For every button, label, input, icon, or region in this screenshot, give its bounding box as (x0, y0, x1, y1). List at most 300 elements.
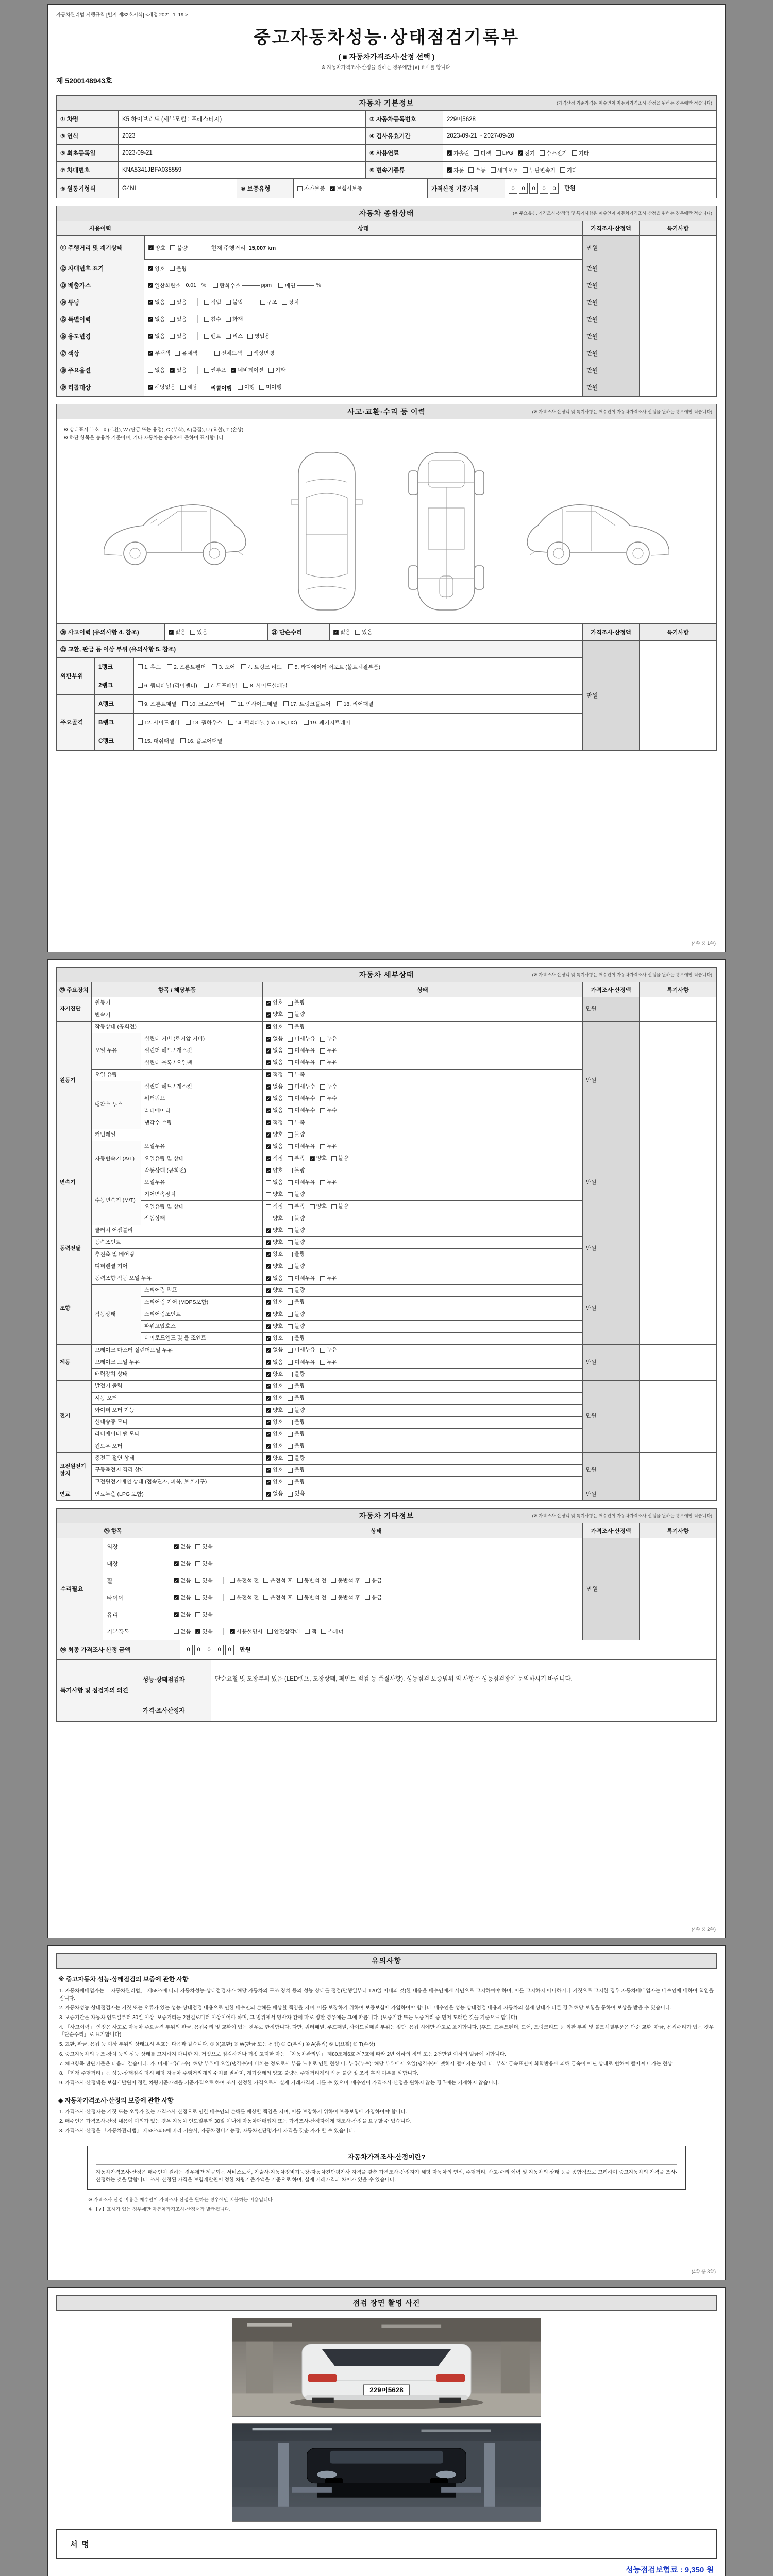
checkbox-option[interactable] (266, 1490, 283, 1498)
checkbox-checked-icon[interactable] (148, 245, 154, 250)
checkbox-option[interactable] (288, 1047, 315, 1055)
checkbox-checked-icon[interactable] (195, 1629, 200, 1634)
checkbox-checked-icon[interactable] (266, 1492, 271, 1497)
checkbox-empty-icon[interactable] (288, 1324, 293, 1329)
checkbox-empty-icon[interactable] (266, 1204, 271, 1209)
checkbox-option[interactable] (288, 1107, 315, 1114)
checkbox-option[interactable] (195, 1560, 212, 1567)
checkbox-checked-icon[interactable] (266, 1048, 271, 1054)
checkbox-option[interactable] (288, 1167, 305, 1175)
checkbox-checked-icon[interactable] (330, 186, 335, 191)
checkbox-empty-icon[interactable] (226, 300, 231, 305)
checkbox-empty-icon[interactable] (195, 1595, 200, 1600)
checkbox-empty-icon[interactable] (288, 1072, 293, 1077)
checkbox-option[interactable] (288, 1024, 305, 1031)
checkbox-option[interactable] (355, 628, 372, 636)
checkbox-checked-icon[interactable] (447, 150, 452, 156)
checkbox-option[interactable] (320, 1095, 337, 1103)
checkbox-option[interactable] (337, 700, 374, 708)
checkbox-option[interactable] (288, 1036, 315, 1043)
checkbox-empty-icon[interactable] (259, 385, 264, 390)
checkbox-empty-icon[interactable] (170, 266, 175, 271)
checkbox-empty-icon[interactable] (288, 1432, 293, 1437)
checkbox-checked-icon[interactable] (266, 1455, 271, 1461)
checkbox-empty-icon[interactable] (288, 664, 293, 669)
checkbox-empty-icon[interactable] (138, 738, 143, 743)
checkbox-empty-icon[interactable] (355, 630, 360, 635)
checkbox-option[interactable] (138, 737, 174, 745)
checkbox-empty-icon[interactable] (331, 1578, 336, 1583)
checkbox-empty-icon[interactable] (288, 1001, 293, 1006)
checkbox-empty-icon[interactable] (263, 1578, 268, 1583)
checkbox-empty-icon[interactable] (491, 167, 496, 173)
checkbox-empty-icon[interactable] (266, 1216, 271, 1221)
checkbox-option[interactable] (230, 1628, 263, 1635)
checkbox-option[interactable] (331, 1577, 360, 1584)
checkbox-empty-icon[interactable] (288, 1156, 293, 1161)
checkbox-option[interactable] (288, 1407, 305, 1414)
checkbox-empty-icon[interactable] (226, 317, 231, 322)
checkbox-option[interactable] (474, 149, 491, 157)
checkbox-empty-icon[interactable] (170, 334, 175, 339)
checkbox-option[interactable] (195, 1577, 212, 1584)
checkbox-option[interactable] (195, 1611, 212, 1618)
checkbox-checked-icon[interactable] (170, 368, 175, 373)
checkbox-option[interactable] (148, 282, 208, 290)
checkbox-empty-icon[interactable] (204, 300, 209, 305)
checkbox-empty-icon[interactable] (304, 720, 309, 725)
checkbox-option[interactable] (540, 149, 567, 157)
checkbox-empty-icon[interactable] (288, 1037, 293, 1042)
checkbox-option[interactable] (282, 298, 299, 306)
checkbox-empty-icon[interactable] (365, 1578, 370, 1583)
checkbox-option[interactable] (320, 1179, 337, 1187)
checkbox-empty-icon[interactable] (320, 1348, 325, 1353)
checkbox-empty-icon[interactable] (288, 1480, 293, 1485)
checkbox-option[interactable] (288, 1095, 315, 1103)
checkbox-option[interactable] (266, 1239, 283, 1246)
checkbox-option[interactable] (288, 1072, 305, 1079)
checkbox-empty-icon[interactable] (170, 245, 175, 250)
checkbox-option[interactable] (266, 1120, 283, 1127)
checkbox-option[interactable] (266, 1347, 283, 1354)
checkbox-option[interactable] (266, 1311, 283, 1318)
checkbox-option[interactable] (288, 1251, 305, 1258)
checkbox-empty-icon[interactable] (267, 1629, 273, 1634)
checkbox-option[interactable] (266, 1167, 283, 1175)
checkbox-option[interactable] (288, 1419, 305, 1426)
checkbox-option[interactable] (320, 1083, 337, 1091)
checkbox-option[interactable] (266, 1407, 283, 1414)
checkbox-option[interactable] (148, 383, 176, 391)
checkbox-option[interactable] (268, 366, 285, 374)
checkbox-option[interactable] (238, 383, 255, 391)
checkbox-checked-icon[interactable] (266, 1420, 271, 1425)
checkbox-checked-icon[interactable] (266, 1144, 271, 1149)
checkbox-option[interactable] (195, 1594, 212, 1601)
checkbox-option[interactable] (288, 1479, 305, 1486)
checkbox-empty-icon[interactable] (283, 701, 289, 706)
checkbox-option[interactable] (331, 1594, 360, 1601)
checkbox-option[interactable] (288, 1323, 305, 1330)
checkbox-option[interactable] (148, 315, 165, 323)
checkbox-option[interactable] (170, 366, 187, 374)
checkbox-empty-icon[interactable] (288, 1336, 293, 1341)
checkbox-empty-icon[interactable] (288, 1216, 293, 1221)
checkbox-option[interactable] (266, 1299, 283, 1306)
checkbox-option[interactable] (283, 700, 330, 708)
checkbox-empty-icon[interactable] (288, 1396, 293, 1401)
checkbox-empty-icon[interactable] (212, 664, 217, 669)
checkbox-empty-icon[interactable] (310, 1204, 315, 1209)
checkbox-empty-icon[interactable] (288, 1048, 293, 1054)
checkbox-checked-icon[interactable] (148, 334, 153, 339)
checkbox-empty-icon[interactable] (195, 1561, 200, 1566)
checkbox-checked-icon[interactable] (266, 1348, 271, 1353)
checkbox-option[interactable] (263, 1577, 293, 1584)
checkbox-empty-icon[interactable] (560, 167, 565, 173)
checkbox-empty-icon[interactable] (231, 701, 236, 706)
checkbox-empty-icon[interactable] (288, 1120, 293, 1125)
checkbox-option[interactable] (170, 265, 187, 273)
checkbox-option[interactable] (243, 682, 288, 689)
checkbox-checked-icon[interactable] (266, 1060, 271, 1065)
checkbox-option[interactable] (231, 700, 278, 708)
checkbox-option[interactable] (167, 663, 206, 671)
checkbox-checked-icon[interactable] (230, 1629, 235, 1634)
checkbox-checked-icon[interactable] (266, 1396, 271, 1401)
checkbox-empty-icon[interactable] (288, 1264, 293, 1269)
checkbox-option[interactable] (288, 1299, 305, 1306)
checkbox-empty-icon[interactable] (496, 150, 501, 156)
checkbox-option[interactable] (266, 1179, 283, 1187)
checkbox-checked-icon[interactable] (266, 1480, 271, 1485)
checkbox-empty-icon[interactable] (170, 317, 175, 322)
checkbox-checked-icon[interactable] (447, 167, 452, 173)
checkbox-empty-icon[interactable] (230, 1578, 235, 1583)
checkbox-option[interactable] (288, 1287, 305, 1294)
checkbox-checked-icon[interactable] (266, 1384, 271, 1389)
checkbox-option[interactable] (320, 1143, 337, 1150)
checkbox-option[interactable] (266, 1072, 283, 1079)
checkbox-option[interactable] (138, 700, 176, 708)
checkbox-empty-icon[interactable] (195, 1578, 200, 1583)
checkbox-checked-icon[interactable] (148, 317, 153, 322)
checkbox-empty-icon[interactable] (288, 1455, 293, 1461)
checkbox-empty-icon[interactable] (320, 1096, 325, 1101)
checkbox-checked-icon[interactable] (266, 1120, 271, 1125)
checkbox-option[interactable] (288, 1347, 315, 1354)
checkbox-empty-icon[interactable] (195, 1612, 200, 1617)
checkbox-option[interactable] (266, 1036, 283, 1043)
checkbox-option[interactable] (288, 1083, 315, 1091)
checkbox-empty-icon[interactable] (288, 1348, 293, 1353)
checkbox-option[interactable] (247, 349, 275, 357)
checkbox-empty-icon[interactable] (138, 701, 143, 706)
checkbox-option[interactable] (278, 282, 323, 290)
checkbox-checked-icon[interactable] (266, 1312, 271, 1317)
checkbox-empty-icon[interactable] (288, 1060, 293, 1065)
checkbox-empty-icon[interactable] (288, 1276, 293, 1281)
checkbox-empty-icon[interactable] (288, 1312, 293, 1317)
checkbox-option[interactable] (320, 1036, 337, 1043)
checkbox-checked-icon[interactable] (266, 1037, 271, 1042)
checkbox-option[interactable] (331, 1203, 348, 1210)
checkbox-checked-icon[interactable] (266, 1432, 271, 1437)
checkbox-option[interactable] (174, 1543, 191, 1550)
checkbox-option[interactable] (169, 628, 186, 636)
checkbox-empty-icon[interactable] (268, 368, 274, 373)
checkbox-option[interactable] (331, 1155, 348, 1162)
checkbox-option[interactable] (148, 332, 165, 340)
checkbox-empty-icon[interactable] (320, 1276, 325, 1281)
checkbox-option[interactable] (320, 1347, 337, 1354)
checkbox-checked-icon[interactable] (333, 630, 339, 635)
checkbox-empty-icon[interactable] (474, 150, 479, 156)
checkbox-option[interactable] (288, 1120, 305, 1127)
checkbox-option[interactable] (148, 349, 170, 357)
checkbox-option[interactable] (148, 366, 165, 374)
checkbox-checked-icon[interactable] (174, 1544, 179, 1549)
checkbox-option[interactable] (365, 1594, 382, 1601)
checkbox-empty-icon[interactable] (320, 1108, 325, 1113)
checkbox-empty-icon[interactable] (186, 720, 191, 725)
checkbox-option[interactable] (310, 1203, 327, 1210)
checkbox-empty-icon[interactable] (288, 1492, 293, 1497)
checkbox-empty-icon[interactable] (540, 150, 545, 156)
checkbox-checked-icon[interactable] (266, 1276, 271, 1281)
checkbox-checked-icon[interactable] (518, 150, 523, 156)
checkbox-option[interactable] (174, 1560, 191, 1567)
checkbox-option[interactable] (523, 166, 556, 174)
checkbox-option[interactable] (288, 999, 305, 1007)
checkbox-option[interactable] (180, 383, 197, 391)
checkbox-checked-icon[interactable] (266, 1096, 271, 1101)
checkbox-empty-icon[interactable] (288, 1108, 293, 1113)
checkbox-empty-icon[interactable] (180, 738, 186, 743)
checkbox-empty-icon[interactable] (226, 334, 231, 339)
checkbox-option[interactable] (186, 719, 222, 726)
checkbox-option[interactable] (320, 1275, 337, 1282)
checkbox-option[interactable] (266, 1467, 283, 1474)
checkbox-option[interactable] (288, 1203, 305, 1210)
checkbox-option[interactable] (447, 166, 464, 174)
checkbox-checked-icon[interactable] (266, 1072, 271, 1077)
checkbox-option[interactable] (266, 1371, 283, 1378)
checkbox-option[interactable] (288, 1359, 315, 1366)
checkbox-option[interactable] (496, 150, 513, 156)
checkbox-empty-icon[interactable] (182, 701, 188, 706)
checkbox-option[interactable] (148, 244, 165, 252)
checkbox-empty-icon[interactable] (195, 1544, 200, 1549)
checkbox-empty-icon[interactable] (320, 1037, 325, 1042)
checkbox-checked-icon[interactable] (148, 385, 153, 390)
checkbox-option[interactable] (288, 1490, 305, 1498)
checkbox-empty-icon[interactable] (190, 630, 195, 635)
checkbox-option[interactable] (468, 166, 485, 174)
checkbox-checked-icon[interactable] (266, 1408, 271, 1413)
checkbox-empty-icon[interactable] (331, 1595, 336, 1600)
checkbox-option[interactable] (204, 332, 221, 340)
checkbox-option[interactable] (266, 1095, 283, 1103)
checkbox-empty-icon[interactable] (204, 368, 209, 373)
checkbox-option[interactable] (288, 1395, 305, 1402)
checkbox-option[interactable] (266, 1455, 283, 1462)
checkbox-option[interactable] (226, 315, 243, 323)
checkbox-option[interactable] (266, 1155, 283, 1162)
checkbox-option[interactable] (266, 1287, 283, 1294)
checkbox-empty-icon[interactable] (320, 1060, 325, 1065)
checkbox-empty-icon[interactable] (167, 664, 172, 669)
checkbox-option[interactable] (180, 737, 222, 745)
checkbox-option[interactable] (266, 1191, 283, 1198)
checkbox-option[interactable] (266, 1383, 283, 1390)
checkbox-option[interactable] (288, 1179, 315, 1187)
checkbox-empty-icon[interactable] (321, 1629, 326, 1634)
checkbox-empty-icon[interactable] (288, 1012, 293, 1018)
checkbox-option[interactable] (247, 332, 270, 340)
checkbox-option[interactable] (266, 1011, 283, 1019)
checkbox-empty-icon[interactable] (288, 1384, 293, 1389)
checkbox-option[interactable] (288, 663, 381, 671)
checkbox-empty-icon[interactable] (174, 1629, 179, 1634)
checkbox-checked-icon[interactable] (266, 1012, 271, 1018)
checkbox-empty-icon[interactable] (297, 1578, 303, 1583)
checkbox-option[interactable] (310, 1155, 327, 1162)
checkbox-empty-icon[interactable] (282, 300, 287, 305)
checkbox-option[interactable] (288, 1227, 305, 1234)
checkbox-checked-icon[interactable] (310, 1156, 315, 1161)
checkbox-option[interactable] (266, 1359, 283, 1366)
checkbox-option[interactable] (260, 298, 277, 306)
checkbox-option[interactable] (266, 1251, 283, 1258)
checkbox-option[interactable] (175, 349, 197, 357)
checkbox-option[interactable] (288, 1431, 305, 1438)
checkbox-empty-icon[interactable] (260, 300, 265, 305)
checkbox-option[interactable] (267, 1628, 300, 1635)
checkbox-empty-icon[interactable] (288, 1468, 293, 1473)
checkbox-option[interactable] (288, 1143, 315, 1150)
checkbox-option[interactable] (182, 700, 224, 708)
checkbox-empty-icon[interactable] (288, 1408, 293, 1413)
checkbox-empty-icon[interactable] (320, 1084, 325, 1090)
checkbox-checked-icon[interactable] (148, 300, 153, 305)
checkbox-empty-icon[interactable] (305, 1629, 310, 1634)
checkbox-empty-icon[interactable] (331, 1156, 337, 1161)
checkbox-option[interactable] (266, 1131, 283, 1139)
checkbox-option[interactable] (266, 1047, 283, 1055)
checkbox-option[interactable] (320, 1359, 337, 1366)
checkbox-empty-icon[interactable] (266, 1192, 271, 1197)
checkbox-empty-icon[interactable] (175, 351, 180, 356)
checkbox-checked-icon[interactable] (174, 1578, 179, 1583)
checkbox-empty-icon[interactable] (288, 1420, 293, 1425)
checkbox-empty-icon[interactable] (337, 701, 342, 706)
checkbox-empty-icon[interactable] (297, 1595, 303, 1600)
checkbox-checked-icon[interactable] (266, 1228, 271, 1233)
checkbox-option[interactable] (174, 1594, 191, 1601)
checkbox-empty-icon[interactable] (288, 1180, 293, 1185)
checkbox-checked-icon[interactable] (266, 1001, 271, 1006)
checkbox-option[interactable] (288, 1335, 305, 1342)
checkbox-empty-icon[interactable] (266, 1180, 271, 1185)
checkbox-option[interactable] (288, 1215, 305, 1223)
checkbox-option[interactable] (212, 663, 235, 671)
checkbox-empty-icon[interactable] (243, 683, 248, 688)
checkbox-option[interactable] (170, 298, 187, 306)
checkbox-option[interactable] (266, 1263, 283, 1270)
checkbox-checked-icon[interactable] (174, 1561, 179, 1566)
checkbox-option[interactable] (305, 1628, 316, 1635)
checkbox-option[interactable] (288, 1311, 305, 1318)
checkbox-option[interactable] (226, 332, 243, 340)
checkbox-empty-icon[interactable] (238, 385, 243, 390)
checkbox-empty-icon[interactable] (320, 1180, 325, 1185)
checkbox-option[interactable] (518, 149, 535, 157)
checkbox-checked-icon[interactable] (266, 1444, 271, 1449)
checkbox-checked-icon[interactable] (174, 1612, 179, 1617)
checkbox-option[interactable] (204, 366, 226, 374)
checkbox-empty-icon[interactable] (288, 1096, 293, 1101)
checkbox-option[interactable] (226, 298, 243, 306)
checkbox-option[interactable] (148, 298, 165, 306)
checkbox-option[interactable] (297, 1577, 327, 1584)
checkbox-empty-icon[interactable] (228, 720, 233, 725)
checkbox-empty-icon[interactable] (288, 1288, 293, 1293)
checkbox-empty-icon[interactable] (288, 1228, 293, 1233)
checkbox-option[interactable] (320, 1059, 337, 1066)
checkbox-option[interactable] (266, 1431, 283, 1438)
checkbox-option[interactable] (304, 719, 350, 726)
checkbox-option[interactable] (204, 315, 221, 323)
checkbox-empty-icon[interactable] (247, 334, 253, 339)
checkbox-empty-icon[interactable] (263, 1595, 268, 1600)
checkbox-option[interactable] (174, 1611, 191, 1618)
checkbox-checked-icon[interactable] (174, 1595, 179, 1600)
checkbox-empty-icon[interactable] (278, 283, 283, 288)
checkbox-checked-icon[interactable] (266, 1156, 271, 1161)
checkbox-option[interactable] (174, 1577, 191, 1584)
checkbox-option[interactable] (288, 1455, 305, 1462)
checkbox-option[interactable] (195, 1628, 212, 1635)
checkbox-option[interactable] (288, 1191, 305, 1198)
checkbox-option[interactable] (266, 1275, 283, 1282)
checkbox-option[interactable] (138, 682, 197, 689)
checkbox-option[interactable] (266, 1059, 283, 1066)
checkbox-empty-icon[interactable] (213, 283, 218, 288)
checkbox-empty-icon[interactable] (320, 1360, 325, 1365)
checkbox-option[interactable] (266, 1215, 283, 1223)
checkbox-empty-icon[interactable] (572, 150, 577, 156)
checkbox-checked-icon[interactable] (266, 1300, 271, 1305)
checkbox-empty-icon[interactable] (230, 1595, 235, 1600)
checkbox-empty-icon[interactable] (288, 1360, 293, 1365)
checkbox-option[interactable] (365, 1577, 382, 1584)
checkbox-empty-icon[interactable] (288, 1252, 293, 1257)
checkbox-empty-icon[interactable] (288, 1132, 293, 1138)
checkbox-option[interactable] (266, 1479, 283, 1486)
checkbox-empty-icon[interactable] (247, 351, 252, 356)
checkbox-checked-icon[interactable] (148, 266, 153, 271)
checkbox-option[interactable] (148, 265, 165, 273)
checkbox-option[interactable] (174, 1628, 191, 1635)
checkbox-option[interactable] (321, 1628, 343, 1635)
checkbox-option[interactable] (320, 1047, 337, 1055)
checkbox-empty-icon[interactable] (204, 683, 209, 688)
checkbox-option[interactable] (288, 1011, 305, 1019)
checkbox-option[interactable] (230, 1594, 259, 1601)
checkbox-empty-icon[interactable] (320, 1048, 325, 1054)
